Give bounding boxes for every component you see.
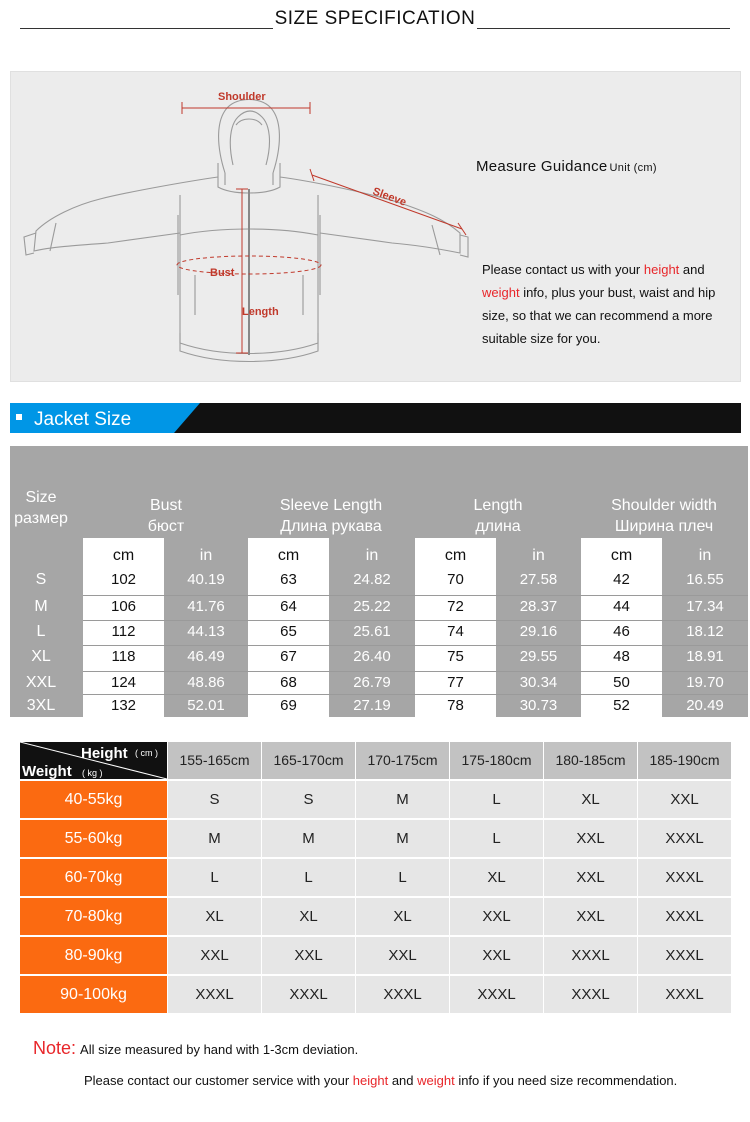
height-column-header: 180-185cm xyxy=(544,742,637,779)
contact-advice: Please contact us with your height and weight info, plus your bust, waist and hip size, so that we can recommend a more suitable size for you. xyxy=(482,262,716,346)
size-table-cell: 67 xyxy=(280,648,297,665)
recommended-size-cell: XXL xyxy=(356,937,449,974)
size-table-cell: 78 xyxy=(447,697,464,714)
size-table-cell: 29.16 xyxy=(519,623,558,640)
recommended-size-cell: XL xyxy=(356,898,449,935)
recommended-size-cell: XXXL xyxy=(638,937,731,974)
size-table-cell: 27.19 xyxy=(353,697,391,714)
recommended-size-cell: XXXL xyxy=(262,976,355,1013)
group-header-length: Length длина xyxy=(473,497,523,535)
row-divider xyxy=(83,694,748,695)
size-row-label: XXL xyxy=(25,674,57,691)
size-table-cell: 50 xyxy=(613,674,630,691)
size-table-cell: 70 xyxy=(447,571,464,588)
weight-row-label: 55-60kg xyxy=(20,820,167,857)
size-table-cell: 48.86 xyxy=(187,674,225,691)
jacket-illustration xyxy=(20,85,470,375)
size-row-label: L xyxy=(36,623,46,640)
recommended-size-cell: XXXL xyxy=(638,859,731,896)
size-table-cell: 16.55 xyxy=(686,571,724,588)
row-divider xyxy=(83,671,748,672)
size-table-cell: 42 xyxy=(613,571,630,588)
recommended-size-cell: S xyxy=(262,781,355,818)
weight-row-label: 90-100kg xyxy=(20,976,167,1013)
size-table-cell: 30.34 xyxy=(519,674,558,691)
height-highlight: height xyxy=(643,262,680,277)
size-table-cell: 41.76 xyxy=(187,598,225,615)
height-weight-corner xyxy=(20,742,167,779)
size-table-cell: 19.70 xyxy=(686,674,724,691)
recommended-size-cell: M xyxy=(356,820,449,857)
group-header-shoulder: Shoulder width Ширина плеч xyxy=(611,497,717,535)
size-table-cell: 72 xyxy=(447,598,464,615)
customer-service-note: Please contact our customer service with your height and weight info if you need size recommendation. xyxy=(84,1073,678,1088)
page-title: SIZE SPECIFICATION xyxy=(274,8,476,29)
height-column-header: 175-180cm xyxy=(450,742,543,779)
size-table-cell: 40.19 xyxy=(187,571,225,588)
size-table-cell: 64 xyxy=(280,598,297,615)
height-column-header: 155-165cm xyxy=(168,742,261,779)
size-table-cell: 52 xyxy=(613,697,630,714)
size-table-cell: 124 xyxy=(110,674,137,691)
unit-cm-header: cm xyxy=(112,547,135,564)
weight-highlight: weight xyxy=(482,285,520,300)
recommended-size-cell: XXL xyxy=(544,859,637,896)
size-table-cell: 68 xyxy=(280,674,297,691)
recommended-size-cell: XXL xyxy=(450,937,543,974)
size-table-cell: 18.91 xyxy=(686,648,724,665)
weight-row-label: 40-55kg xyxy=(20,781,167,818)
shoulder-label: Shoulder xyxy=(218,91,266,103)
unit-in-header: in xyxy=(698,547,712,564)
deviation-note: Note: All size measured by hand with 1-3cm deviation. xyxy=(33,1038,359,1058)
recommended-size-cell: XXL xyxy=(544,898,637,935)
corner-weight-label: Weight xyxy=(22,763,72,779)
unit-in-header: in xyxy=(365,547,379,564)
size-chart xyxy=(10,446,748,717)
note-weight-highlight: weight xyxy=(417,1073,455,1088)
size-table-cell: 74 xyxy=(447,623,464,640)
row-divider xyxy=(83,645,748,646)
size-table-cell: 52.01 xyxy=(187,697,225,714)
recommended-size-cell: XXXL xyxy=(638,976,731,1013)
recommended-size-cell: XL xyxy=(544,781,637,818)
corner-height-label: Height xyxy=(81,745,128,762)
note-height-highlight: height xyxy=(352,1073,389,1088)
size-table-cell: 46.49 xyxy=(187,648,225,665)
recommended-size-cell: XXL xyxy=(262,937,355,974)
recommended-size-cell: XXXL xyxy=(544,976,637,1013)
size-row-label: XL xyxy=(31,648,51,665)
size-row-label: M xyxy=(34,598,48,615)
height-column-header: 165-170cm xyxy=(262,742,355,779)
size-table-cell: 44 xyxy=(613,598,630,615)
weight-row-label: 80-90kg xyxy=(20,937,167,974)
size-table-cell: 77 xyxy=(447,674,464,691)
measure-guidance-title: Measure Guidance Unit (cm) xyxy=(476,158,657,175)
recommended-size-cell: XXXL xyxy=(544,937,637,974)
jacket-size-banner xyxy=(10,403,741,433)
recommended-size-cell: M xyxy=(168,820,261,857)
size-table-cell: 25.22 xyxy=(353,598,391,615)
size-table-cell: 132 xyxy=(110,697,137,714)
size-table-cell: 26.40 xyxy=(353,648,391,665)
note-label: Note: xyxy=(33,1038,77,1058)
weight-row-label: 70-80kg xyxy=(20,898,167,935)
size-table-cell: 18.12 xyxy=(686,623,724,640)
recommended-size-cell: XL xyxy=(450,859,543,896)
recommended-size-cell: XXL xyxy=(168,937,261,974)
measure-unit: Unit (cm) xyxy=(609,162,657,174)
recommended-size-cell: XXXL xyxy=(450,976,543,1013)
recommended-size-cell: L xyxy=(450,820,543,857)
recommended-size-cell: XXL xyxy=(638,781,731,818)
recommended-size-cell: XXXL xyxy=(168,976,261,1013)
recommended-size-cell: L xyxy=(356,859,449,896)
recommended-size-cell: L xyxy=(168,859,261,896)
recommended-size-cell: S xyxy=(168,781,261,818)
recommended-size-cell: XXL xyxy=(450,898,543,935)
size-table-cell: 106 xyxy=(110,598,137,615)
size-column-header: Size размер xyxy=(14,489,68,527)
weight-row-label: 60-70kg xyxy=(20,859,167,896)
recommended-size-cell: L xyxy=(450,781,543,818)
unit-cm-header: cm xyxy=(444,547,467,564)
unit-in-header: in xyxy=(532,547,545,564)
size-table-cell: 26.79 xyxy=(353,674,391,691)
size-table-cell: 46 xyxy=(613,623,630,640)
size-table-cell: 28.37 xyxy=(519,598,558,615)
length-label: Length xyxy=(242,306,279,318)
group-header-bust: Bust бюст xyxy=(147,497,185,535)
unit-cm-header: cm xyxy=(277,547,300,564)
size-table-cell: 20.49 xyxy=(686,697,724,714)
jacket-size-title: Jacket Size xyxy=(34,409,132,430)
recommended-size-cell: XL xyxy=(262,898,355,935)
size-table-cell: 102 xyxy=(110,571,137,588)
size-table-cell: 48 xyxy=(613,648,630,665)
size-table-cell: 29.55 xyxy=(519,648,558,665)
height-column-header: 170-175cm xyxy=(356,742,449,779)
row-divider xyxy=(83,595,748,596)
size-table-cell: 65 xyxy=(280,623,297,640)
row-divider xyxy=(83,620,748,621)
group-header-sleeve: Sleeve Length Длина рукава xyxy=(279,497,383,535)
recommended-size-cell: XXXL xyxy=(638,898,731,935)
size-row-label: 3XL xyxy=(26,697,56,714)
corner-weight-unit: ( kg ) xyxy=(82,768,103,778)
size-table-cell: 63 xyxy=(280,571,297,588)
recommended-size-cell: XL xyxy=(168,898,261,935)
corner-height-unit: ( cm ) xyxy=(135,748,158,758)
height-column-header: 185-190cm xyxy=(638,742,731,779)
recommended-size-cell: XXXL xyxy=(638,820,731,857)
size-table-cell: 25.61 xyxy=(353,623,391,640)
size-table-cell: 17.34 xyxy=(686,598,724,615)
unit-in-header: in xyxy=(199,547,213,564)
size-row-label: S xyxy=(35,571,47,588)
recommended-size-cell: M xyxy=(356,781,449,818)
size-table-cell: 118 xyxy=(111,648,136,665)
unit-cm-header: cm xyxy=(610,547,633,564)
size-table-cell: 24.82 xyxy=(353,571,391,588)
size-table-cell: 44.13 xyxy=(187,623,225,640)
recommended-size-cell: L xyxy=(262,859,355,896)
size-table-cell: 112 xyxy=(111,623,136,640)
bust-label: Bust xyxy=(210,267,235,279)
size-table-cell: 30.73 xyxy=(519,697,558,714)
size-table-cell: 69 xyxy=(280,697,297,714)
recommended-size-cell: M xyxy=(262,820,355,857)
recommended-size-cell: XXL xyxy=(544,820,637,857)
sleeve-label: Sleeve xyxy=(370,185,408,209)
size-recommendation-table xyxy=(20,742,731,1014)
size-table-cell: 75 xyxy=(447,648,464,665)
recommended-size-cell: XXXL xyxy=(356,976,449,1013)
size-table-cell: 27.58 xyxy=(519,571,558,588)
